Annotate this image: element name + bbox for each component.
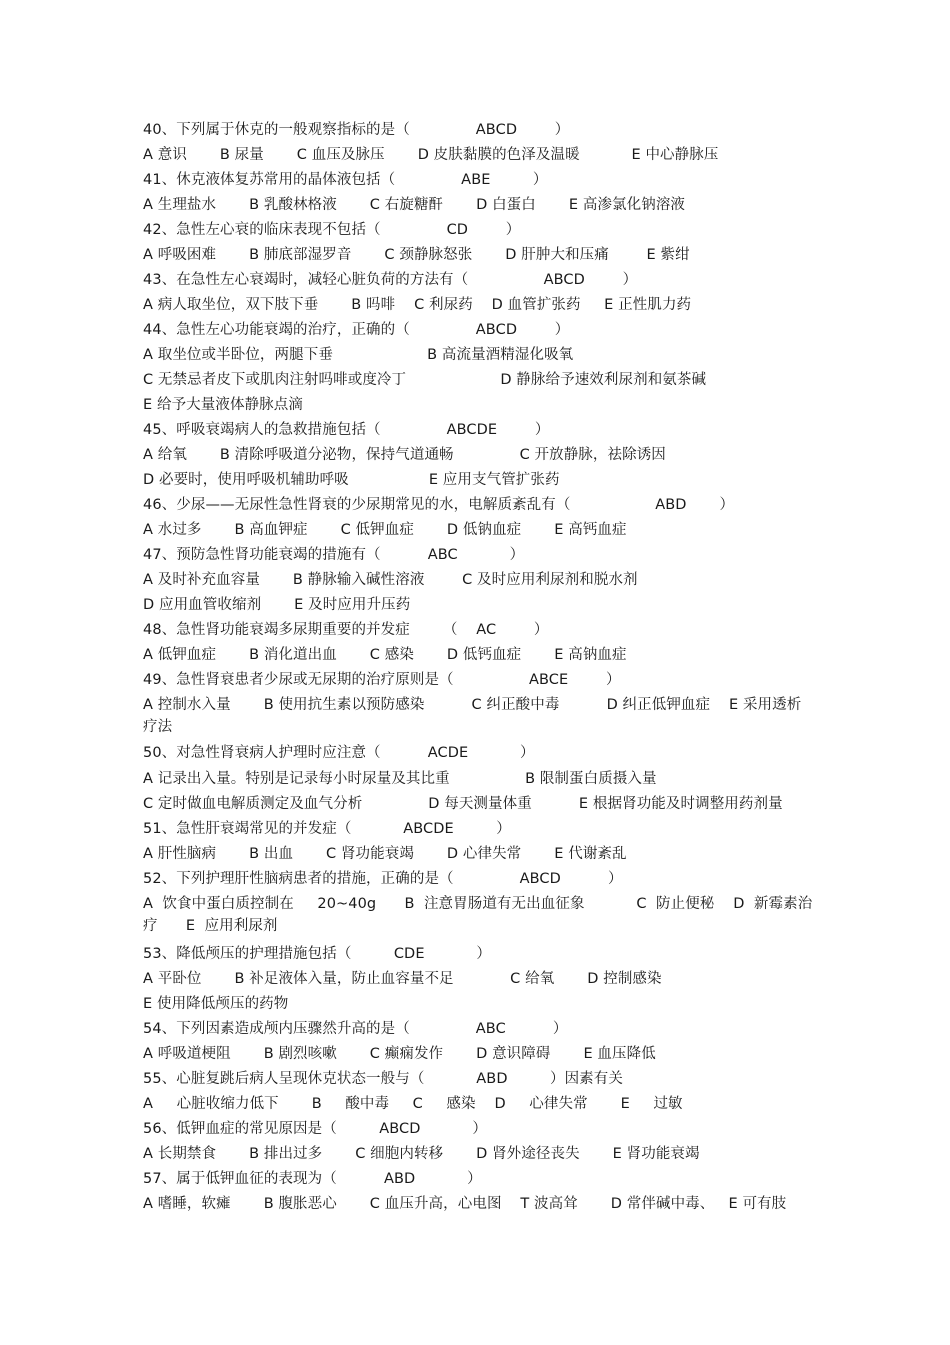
options-42: A 呼吸困难 B 肺底部湿罗音 C 颈静脉怒张 D 肝肿大和压痛 E 紫绀 [143, 247, 690, 263]
question-46: 46、少尿——无尿性急性肾衰的少尿期常见的水，电解质紊乱有（ ABD ） [143, 497, 735, 513]
options-40: A 意识 B 尿量 C 血压及脉压 D 皮肤黏膜的色泽及温暖 E 中心静脉压 [143, 147, 719, 163]
options-53-line-2: E 使用降低颅压的药物 [143, 996, 289, 1012]
options-46: A 水过多 B 高血钾症 C 低钾血症 D 低钠血症 E 高钙血症 [143, 522, 627, 538]
question-41: 41、休克液体复苏常用的晶体液包括（ ABE ） [143, 172, 548, 188]
question-54: 54、下列因素造成颅内压骤然升高的是（ ABC ） [143, 1021, 568, 1037]
question-40: 40、下列属于休克的一般观察指标的是（ ABCD ） [143, 122, 570, 138]
options-52-line-1: A 饮食中蛋白质控制在 20~40g B 注意胃肠道有无出血征象 C 防止便秘 D 新霉素治 [143, 896, 813, 912]
options-52-line-2: 疗 E 应用利尿剂 [143, 918, 278, 934]
options-54: A 呼吸道梗阻 B 剧烈咳嗽 C 癫痫发作 D 意识障碍 E 血压降低 [143, 1046, 656, 1062]
question-57: 57、属于低钾血征的表现为（ ABD ） [143, 1171, 482, 1187]
question-56: 56、低钾血症的常见原因是（ ABCD ） [143, 1121, 487, 1137]
question-55: 55、心脏复跳后病人呈现休克状态一般与（ ABD ）因素有关 [143, 1071, 623, 1087]
question-51: 51、急性肝衰竭常见的并发症（ ABCDE ） [143, 821, 511, 837]
options-51: A 肝性脑病 B 出血 C 肾功能衰竭 D 心律失常 E 代谢紊乱 [143, 846, 627, 862]
options-43: A 病人取坐位，双下肢下垂 B 吗啡 C 利尿药 D 血管扩张药 E 正性肌力药 [143, 297, 692, 313]
question-48: 48、急性肾功能衰竭多尿期重要的并发症 （ AC ） [143, 622, 549, 638]
question-47: 47、预防急性肾功能衰竭的措施有（ ABC ） [143, 547, 525, 563]
options-47-line-2: D 应用血管收缩剂 E 及时应用升压药 [143, 597, 411, 613]
options-49-line-1: A 控制水入量 B 使用抗生素以预防感染 C 纠正酸中毒 D 纠正低钾血症 E 采用透析 [143, 697, 802, 713]
question-52: 52、下列护理肝性脑病患者的措施，正确的是（ ABCD ） [143, 871, 623, 887]
options-55: A 心脏收缩力低下 B 酸中毒 C 感染 D 心律失常 E 过敏 [143, 1096, 683, 1112]
options-56: A 长期禁食 B 排出过多 C 细胞内转移 D 肾外途径丧失 E 肾功能衰竭 [143, 1146, 700, 1162]
question-50: 50、对急性肾衰病人护理时应注意（ ACDE ） [143, 745, 535, 761]
options-44-line-2: C 无禁忌者皮下或肌肉注射吗啡或度冷丁 D 静脉给予速效利尿剂和氨茶碱 [143, 372, 707, 388]
options-50-line-2: C 定时做血电解质测定及血气分析 D 每天测量体重 E 根据肾功能及时调整用药剂量 [143, 796, 783, 812]
options-45-line-1: A 给氧 B 清除呼吸道分泌物，保持气道通畅 C 开放静脉，祛除诱因 [143, 447, 666, 463]
options-47-line-1: A 及时补充血容量 B 静脉输入碱性溶液 C 及时应用利尿剂和脱水剂 [143, 572, 638, 588]
options-44-line-3: E 给予大量液体静脉点滴 [143, 397, 303, 413]
options-45-line-2: D 必要时，使用呼吸机辅助呼吸 E 应用支气管扩张药 [143, 472, 560, 488]
question-53: 53、降低颅压的护理措施包括（ CDE ） [143, 946, 491, 962]
options-48: A 低钾血症 B 消化道出血 C 感染 D 低钙血症 E 高钠血症 [143, 647, 627, 663]
options-57: A 嗜睡，软瘫 B 腹胀恶心 C 血压升高，心电图 T 波高耸 D 常伴碱中毒、 E 可有肢 [143, 1196, 787, 1212]
question-45: 45、呼吸衰竭病人的急救措施包括（ ABCDE ） [143, 422, 550, 438]
question-44: 44、急性左心功能衰竭的治疗，正确的（ ABCD ） [143, 322, 570, 338]
options-49-line-2: 疗法 [143, 719, 173, 735]
options-41: A 生理盐水 B 乳酸林格液 C 右旋糖酐 D 白蛋白 E 高渗氯化钠溶液 [143, 197, 686, 213]
options-50-line-1: A 记录出入量。特别是记录每小时尿量及其比重 B 限制蛋白质摄入量 [143, 771, 657, 787]
options-44-line-1: A 取坐位或半卧位，两腿下垂 B 高流量酒精湿化吸氧 [143, 347, 574, 363]
question-42: 42、急性左心衰的临床表现不包括（ CD ） [143, 222, 521, 238]
question-43: 43、在急性左心衰竭时，减轻心脏负荷的方法有（ ABCD ） [143, 272, 638, 288]
options-53-line-1: A 平卧位 B 补足液体入量，防止血容量不足 C 给氧 D 控制感染 [143, 971, 662, 987]
question-49: 49、急性肾衰患者少尿或无尿期的治疗原则是（ ABCE ） [143, 672, 621, 688]
